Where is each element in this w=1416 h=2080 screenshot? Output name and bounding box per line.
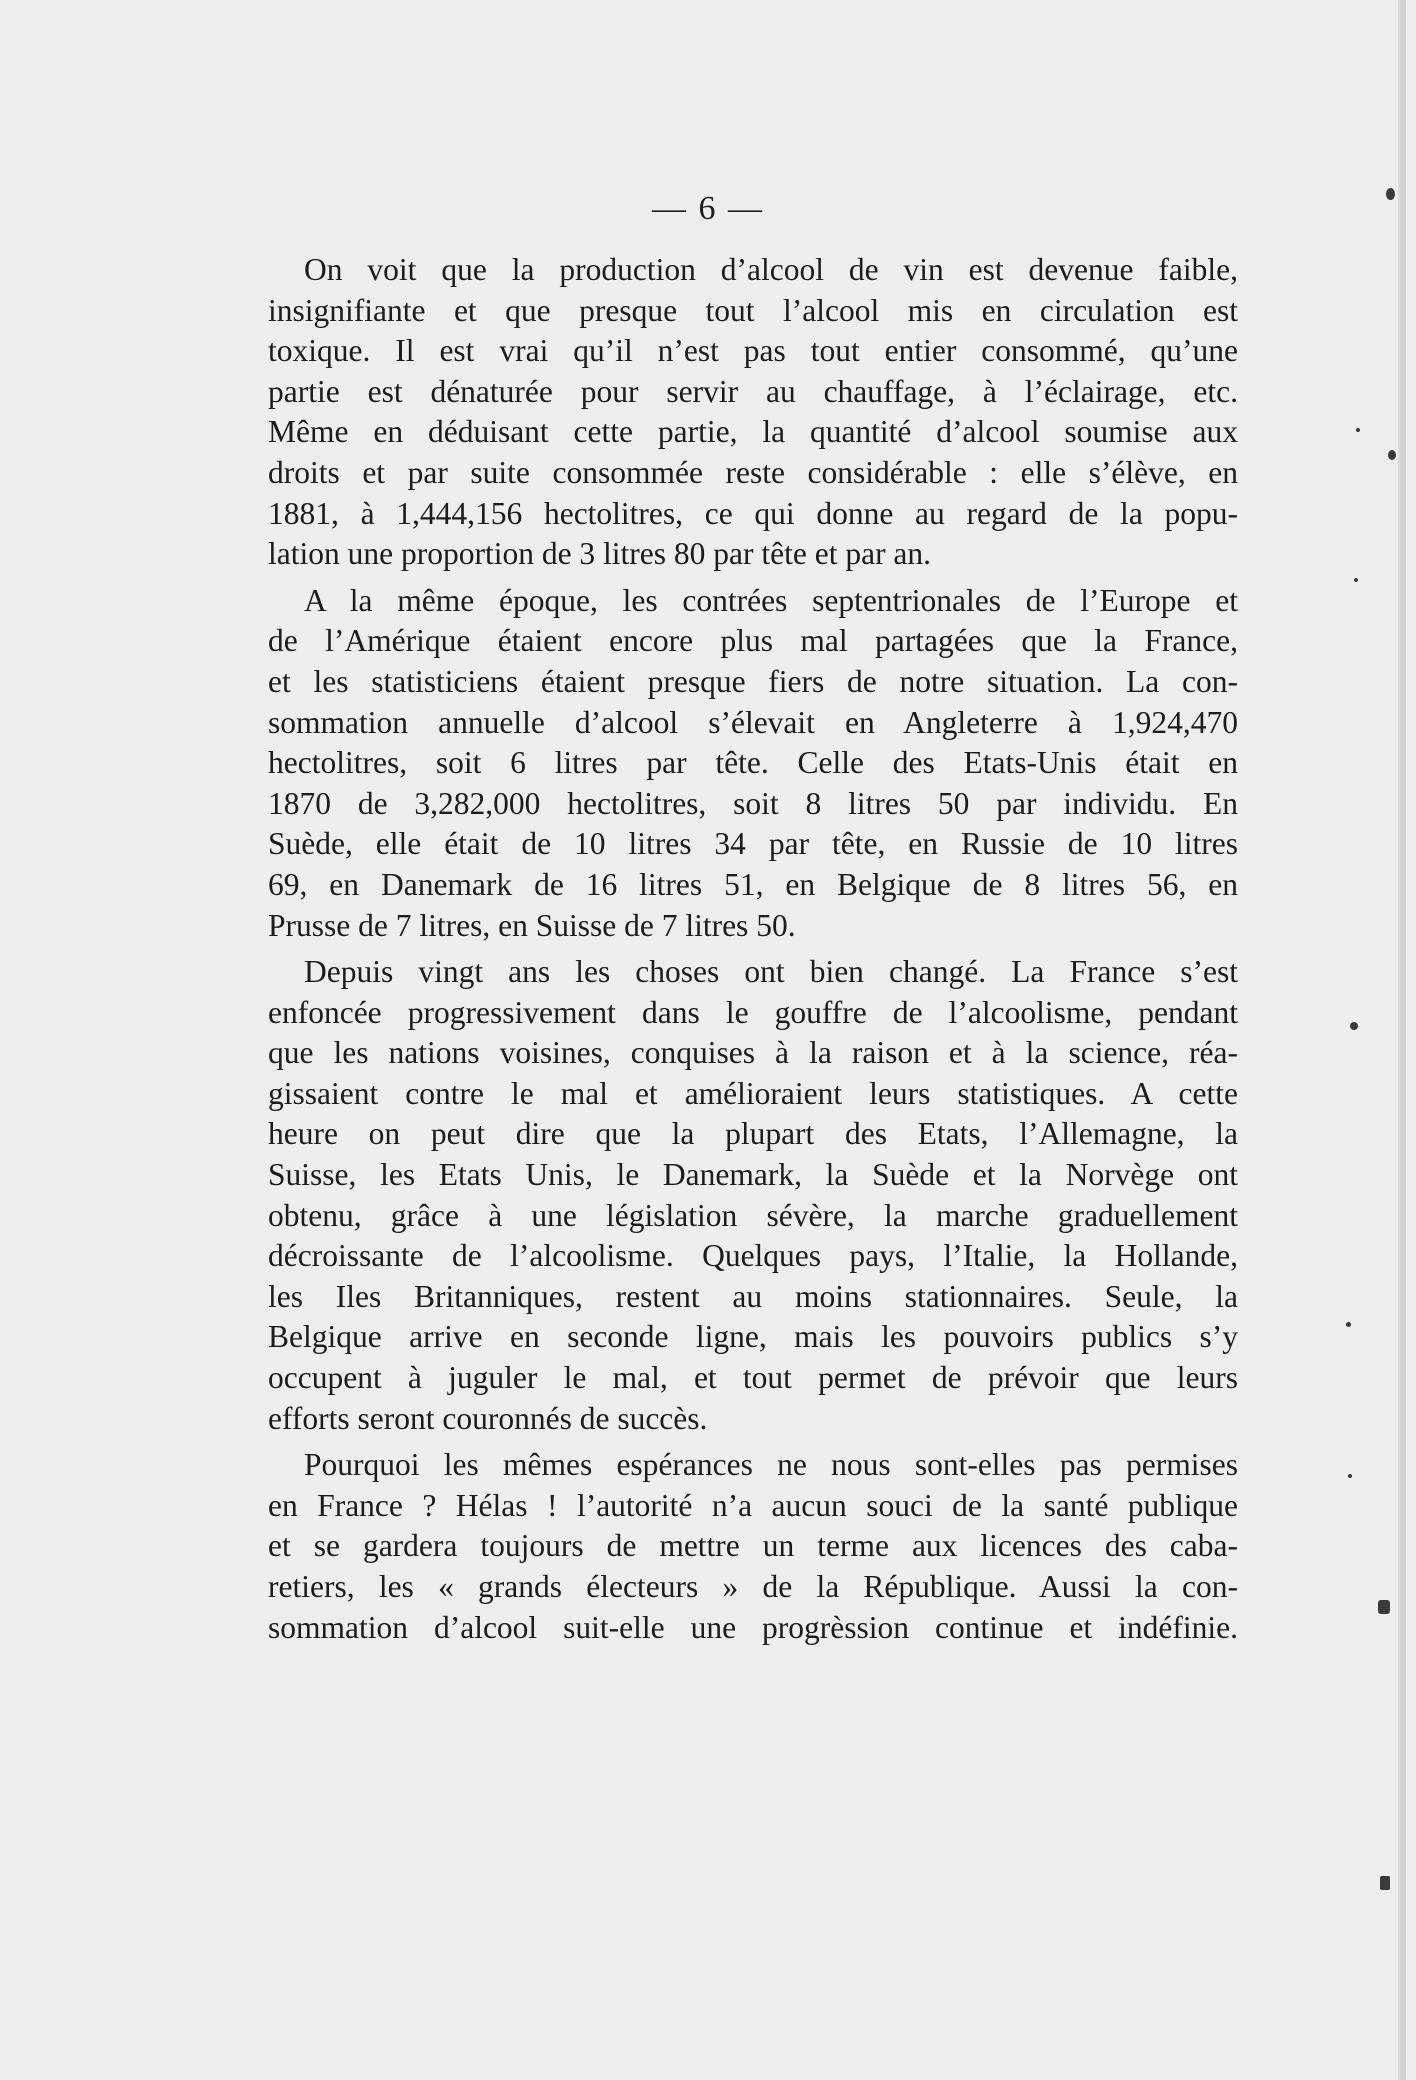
text-line: que les nations voisines, conquises à la raison et à la science, réa- [268,1035,1238,1071]
paragraph-3 [268,952,1238,1439]
text-line: droits et par suite consommée reste considérable : elle s’élève, en [268,454,1238,490]
text-line: en France ? Hélas ! l’autorité n’a aucun souci de la santé publique [268,1487,1238,1523]
text-line: Suède, elle était de 10 litres 34 par tête, en Russie de 10 litres [268,826,1238,862]
scan-speck [1346,1322,1351,1327]
text-line: gissaient contre le mal et amélioraient leurs statistiques. A cette [268,1075,1238,1111]
text-line: toxique. Il est vrai qu’il n’est pas tout entier consommé, qu’une [268,333,1238,369]
text-line: partie est dénaturée pour servir au chauffage, à l’éclairage, etc. [268,373,1238,409]
text-line: sommation annuelle d’alcool s’élevait en Angleterre à 1,924,470 [268,704,1238,740]
text-line: et se gardera toujours de mettre un terme aux licences des caba- [268,1528,1238,1564]
text-line: 69, en Danemark de 16 litres 51, en Belgique de 8 litres 56, en [268,866,1238,902]
page-number: — 6 — [652,190,764,227]
scan-speck [1378,1600,1390,1614]
text-line: 1881, à 1,444,156 hectolitres, ce qui donne au regard de la popu- [268,495,1238,531]
text-line: sommation d’alcool suit-elle une progrèssion continue et indéfinie. [268,1609,1238,1645]
text-line: On voit que la production d’alcool de vin est devenue faible, [304,252,1238,287]
text-line: hectolitres, soit 6 litres par tête. Celle des Etats-Unis était en [268,745,1238,781]
text-line: Même en déduisant cette partie, la quantité d’alcool soumise aux [268,414,1238,450]
scan-speck [1388,450,1396,460]
text-line: Prusse de 7 litres, en Suisse de 7 litres 50. [268,907,796,943]
text-line: retiers, les « grands électeurs » de la République. Aussi la con- [268,1569,1238,1604]
paragraph-1 [268,250,1238,575]
text-line: heure on peut dire que la plupart des Etats, l’Allemagne, la [268,1116,1238,1152]
text-line: 1870 de 3,282,000 hectolitres, soit 8 litres 50 par individu. En [268,785,1238,821]
scan-speck [1348,1474,1352,1478]
text-line: Belgique arrive en seconde ligne, mais les pouvoirs publics s’y [268,1319,1238,1355]
body-text [268,250,1238,1648]
text-line: efforts seront couronnés de succès. [268,1400,708,1436]
paragraph-4 [268,1445,1238,1648]
text-line: les Iles Britanniques, restent au moins stationnaires. Seule, la [268,1278,1238,1314]
text-line: Depuis vingt ans les choses ont bien changé. La France s’est [304,954,1238,990]
text-line: enfoncée progressivement dans le gouffre de l’alcoolisme, pendant [268,994,1238,1030]
text-line: de l’Amérique étaient encore plus mal partagées que la France, [268,623,1238,659]
text-line: Pourquoi les mêmes espérances ne nous sont-elles pas permises [304,1447,1238,1483]
paragraph-2 [268,581,1238,946]
text-line: décroissante de l’alcoolisme. Quelques pays, l’Italie, la Hollande, [268,1238,1238,1274]
page-edge [1400,0,1406,2080]
scan-speck [1350,1022,1358,1030]
text-line: Suisse, les Etats Unis, le Danemark, la Suède et la Norvège ont [268,1157,1238,1193]
text-line: A la même époque, les contrées septentrionales de l’Europe et [304,582,1238,618]
text-line: occupent à juguler le mal, et tout permet de prévoir que leurs [268,1360,1238,1396]
text-line: insignifiante et que presque tout l’alcool mis en circulation est [268,292,1238,328]
text-line: obtenu, grâce à une législation sévère, la marche graduellement [268,1197,1238,1233]
scan-speck [1380,1876,1390,1890]
text-line: lation une proportion de 3 litres 80 par tête et par an. [268,536,932,572]
text-line: et les statisticiens étaient presque fiers de notre situation. La con- [268,663,1238,699]
scan-speck [1356,428,1360,432]
scan-speck [1354,578,1358,582]
